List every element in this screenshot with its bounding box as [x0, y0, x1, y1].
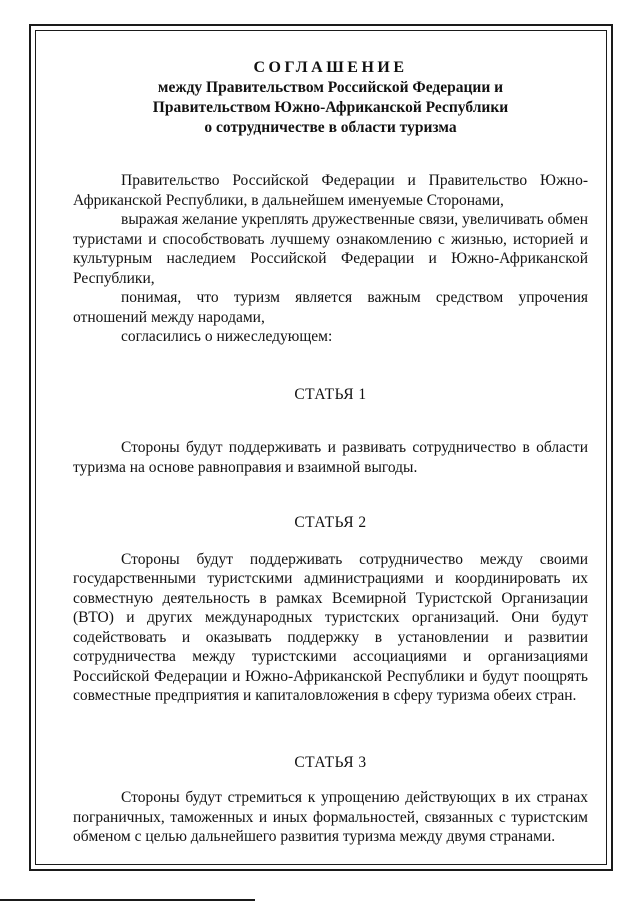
preamble-paragraph: понимая, что туризм является важным средством упрочения отношений между народами,	[73, 289, 588, 326]
article-3-text: Стороны будут стремиться к упрощению действующих в их странах пограничных, таможенных и иных формальностей, связанных с туристским обменом с целью дальнейшего развития туризма между двумя странами.	[73, 789, 588, 845]
article-1-heading: СТАТЬЯ 1	[294, 385, 367, 403]
document-subtitle	[73, 78, 588, 138]
preamble-paragraph: согласились о нижеследующем:	[121, 328, 333, 345]
article-3-heading: СТАТЬЯ 3	[294, 753, 367, 771]
article-2-heading: СТАТЬЯ 2	[294, 514, 367, 531]
preamble	[73, 171, 588, 347]
preamble-paragraph: выражая желание укреплять дружественные связи, увеличивать обмен туристами и способствовать лучшему ознакомлению с жизнью, историей и культурным наследием Российской Федерации и Южно-Африканской Республики,	[73, 211, 588, 287]
document-title: СОГЛАШЕНИЕ	[253, 59, 408, 76]
article-2-text: Стороны будут поддерживать сотрудничество между своими государственными туристскими администрациями и координировать их совместную деятельность в рамках Всемирной Туристской Организации (ВТО) и других международных туристских организаций. Они будут содействовать и оказывать поддержку в установлении и развитии сотрудничества между туристскими ассоциациями и организациями Российской Федерации и Южно-Африканской Республики и будут поощрять совместные предприятия и капиталовложения в сферу туризма обеих стран.	[73, 550, 588, 704]
subtitle-line: о сотрудничестве в области туризма	[204, 119, 457, 136]
document-body	[73, 58, 588, 847]
article-1-text: Стороны будут поддерживать и развивать сотрудничество в области туризма на основе равноправия и взаимной выгоды.	[73, 439, 588, 476]
subtitle-line: между Правительством Российской Федерации и	[157, 79, 504, 96]
page-bottom-rule	[0, 899, 255, 901]
preamble-paragraph: Правительство Российской Федерации и Правительство Южно-Африканской Республики, в дальнейшем именуемые Сторонами,	[73, 172, 588, 209]
subtitle-line: Правительством Южно-Африканской Республики	[152, 99, 509, 116]
